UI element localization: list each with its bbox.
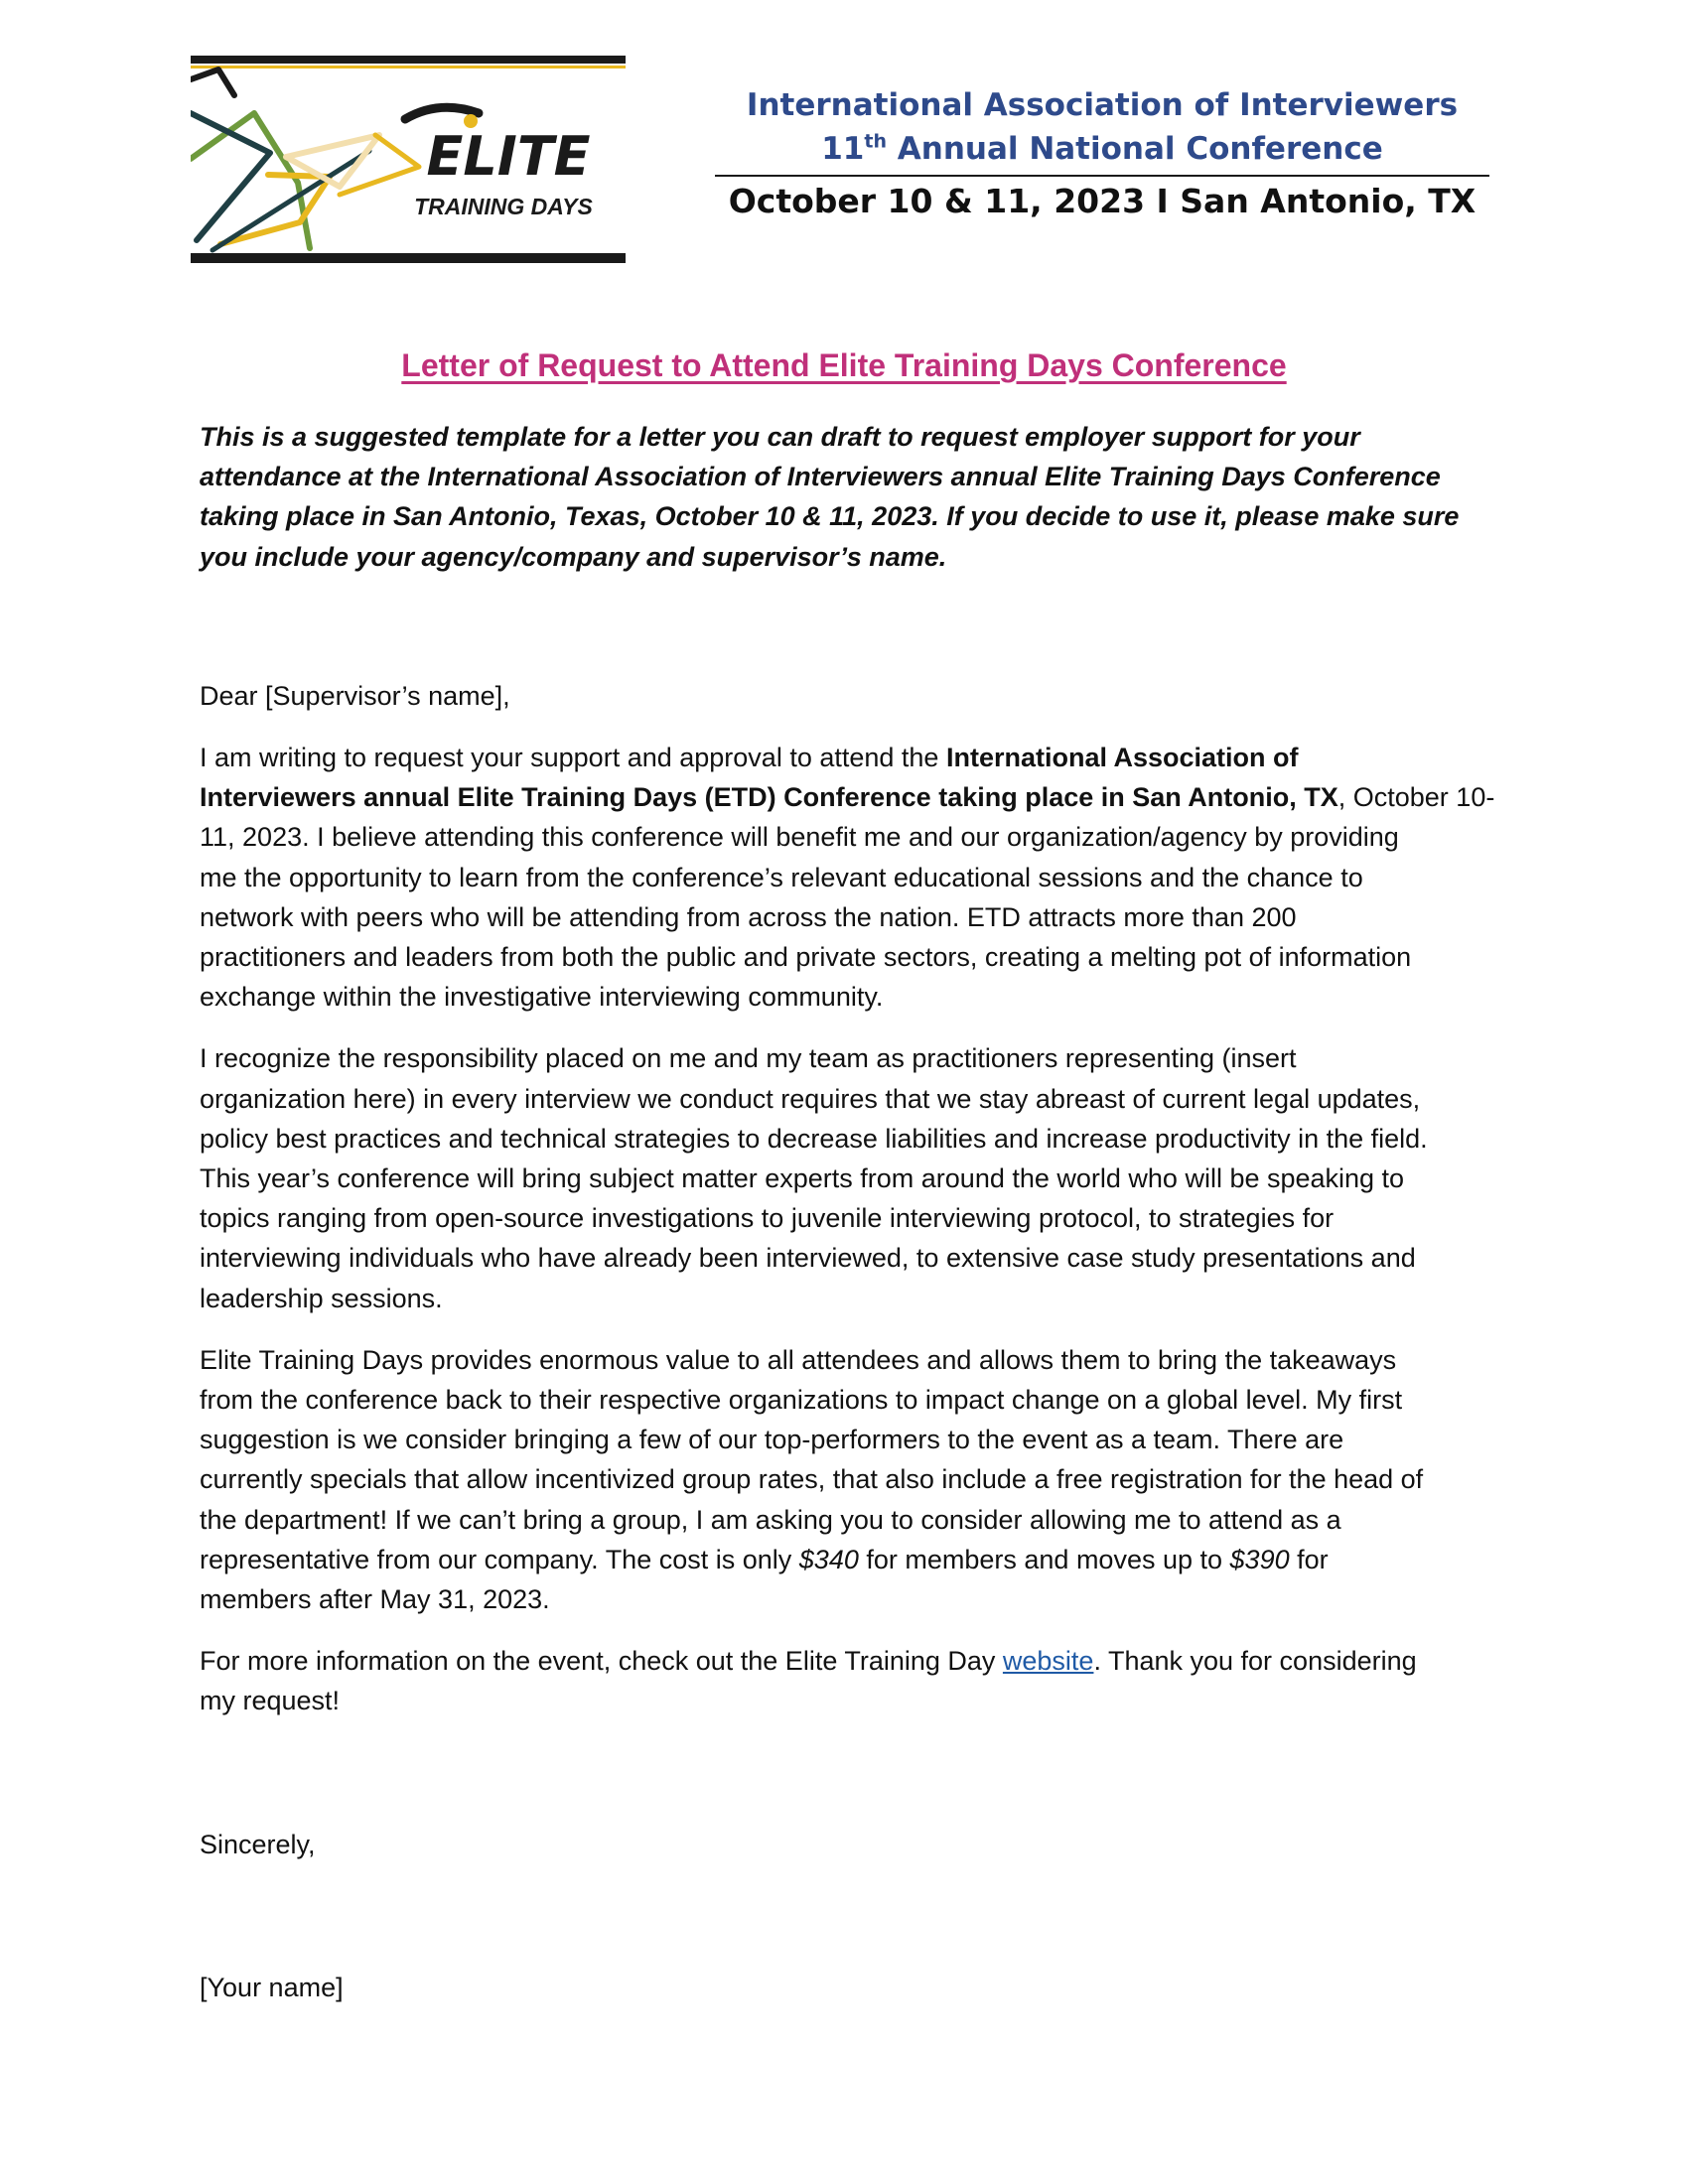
paragraph-line: 11, 2023. I believe attending this conference will benefit me and our organization/agency by providing (200, 822, 1399, 853)
signature-placeholder: [Your name] (200, 1972, 344, 2002)
conference-name-bold: International Association of (945, 743, 1299, 773)
letter-title: Letter of Request to Attend Elite Training Days Conference (401, 347, 1287, 383)
request-intro-text: I am writing to request your support and approval to attend the (200, 743, 946, 773)
paragraph-line: suggestion is we consider bringing a few of our top-performers to the event as a team. There are (200, 1425, 1344, 1455)
paragraph-line: Elite Training Days provides enormous value to all attendees and allows them to bring the takeaways (200, 1344, 1397, 1375)
signoff: Sincerely, (200, 1829, 316, 1859)
paragraph-more-info (200, 1641, 1490, 1720)
elite-training-days-logo (191, 56, 626, 263)
paragraph-line: This year’s conference will bring subject matter experts from around the world who will be speaking to (200, 1163, 1405, 1194)
intro-line: taking place in San Antonio, Texas, October 10 & 11, 2023. If you decide to use it, please make sure (200, 501, 1460, 532)
intro-line: you include your agency/company and supervisor’s name. (200, 541, 947, 572)
conference-edition (715, 127, 1489, 171)
website-link[interactable]: website (1002, 1646, 1094, 1677)
intro-line: This is a suggested template for a letter you can draft to request employer support for your (200, 422, 1360, 452)
logo-graphic (191, 56, 626, 263)
paragraph-line: exchange within the investigative interviewing community. (200, 982, 884, 1013)
thanks-text: . Thank you for considering (1093, 1646, 1417, 1677)
paragraph-line: network with peers who will be attending from across the nation. ETD attracts more than 200 (200, 901, 1297, 932)
edition-suffix: th (864, 130, 887, 153)
organization-name: International Association of Interviewers (746, 87, 1459, 123)
paragraph-line: the department! If we can’t bring a group, I am asking you to consider allowing me to attend as a (200, 1504, 1341, 1535)
cost-text: for members and moves up to (858, 1544, 1230, 1574)
paragraph-line: members after May 31, 2023. (200, 1584, 550, 1615)
logo-wordmark: ELITE (426, 125, 591, 188)
paragraph-line (200, 1545, 1329, 1574)
paragraph-line: topics ranging from open-source investigations to juvenile interviewing protocol, to strategies for (200, 1203, 1335, 1234)
template-instructions (200, 417, 1490, 577)
letter-content (200, 417, 1495, 2007)
logo-bottom-bar (191, 253, 626, 263)
logo-gold-bar (191, 66, 626, 68)
paragraph-value (200, 1340, 1490, 1619)
conference-name-bold-cont: Interviewers annual Elite Training Days (ETD) Conference taking place in San Antonio, TX (200, 782, 1338, 813)
late-member-price: $390 (1229, 1544, 1290, 1574)
paragraph-line (200, 782, 1494, 812)
paragraph-line (200, 743, 1299, 772)
edition-label: Annual National Conference (886, 131, 1383, 167)
paragraph-line: leadership sessions. (200, 1283, 443, 1313)
paragraph-request (200, 738, 1495, 1017)
paragraph-line: from the conference back to their respective organizations to impact change on a global level. My first (200, 1385, 1403, 1416)
more-info-text: For more information on the event, check out the Elite Training Day (200, 1646, 1003, 1677)
edition-number: 11 (821, 131, 865, 167)
salutation: Dear [Supervisor’s name], (200, 680, 510, 711)
paragraph-line: practitioners and leaders from both the public and private sectors, creating a melting pot of information (200, 942, 1412, 973)
paragraph-line: currently specials that allow incentivized group rates, that also include a free registration for the head of (200, 1464, 1424, 1495)
paragraph-responsibility (200, 1038, 1490, 1317)
paragraph-line: policy best practices and technical strategies to decrease liabilities and increase productivity in the field. (200, 1123, 1428, 1154)
logo-tagline: TRAINING DAYS (414, 194, 593, 219)
conference-header (715, 83, 1489, 226)
conference-date-location: October 10 & 11, 2023 I San Antonio, TX (728, 182, 1477, 220)
paragraph-line: interviewing individuals who have already been interviewed, to extensive case study presentations and (200, 1243, 1416, 1274)
paragraph-line: me the opportunity to learn from the conference’s relevant educational sessions and the chance to (200, 862, 1363, 892)
logo-top-bar (191, 56, 626, 64)
paragraph-line: my request! (200, 1686, 341, 1716)
member-price: $340 (798, 1544, 859, 1574)
paragraph-line: I recognize the responsibility placed on me and my team as practitioners representing (insert (200, 1043, 1297, 1074)
cost-text: for (1289, 1544, 1329, 1574)
cost-text: representative from our company. The cost is only (200, 1544, 799, 1574)
intro-line: attendance at the International Association of Interviewers annual Elite Training Days Conference (200, 462, 1441, 492)
request-dates-text: , October 10- (1337, 782, 1495, 813)
paragraph-line: organization here) in every interview we conduct requires that we stay abreast of current legal updates, (200, 1083, 1421, 1114)
paragraph-line (200, 1646, 1417, 1676)
